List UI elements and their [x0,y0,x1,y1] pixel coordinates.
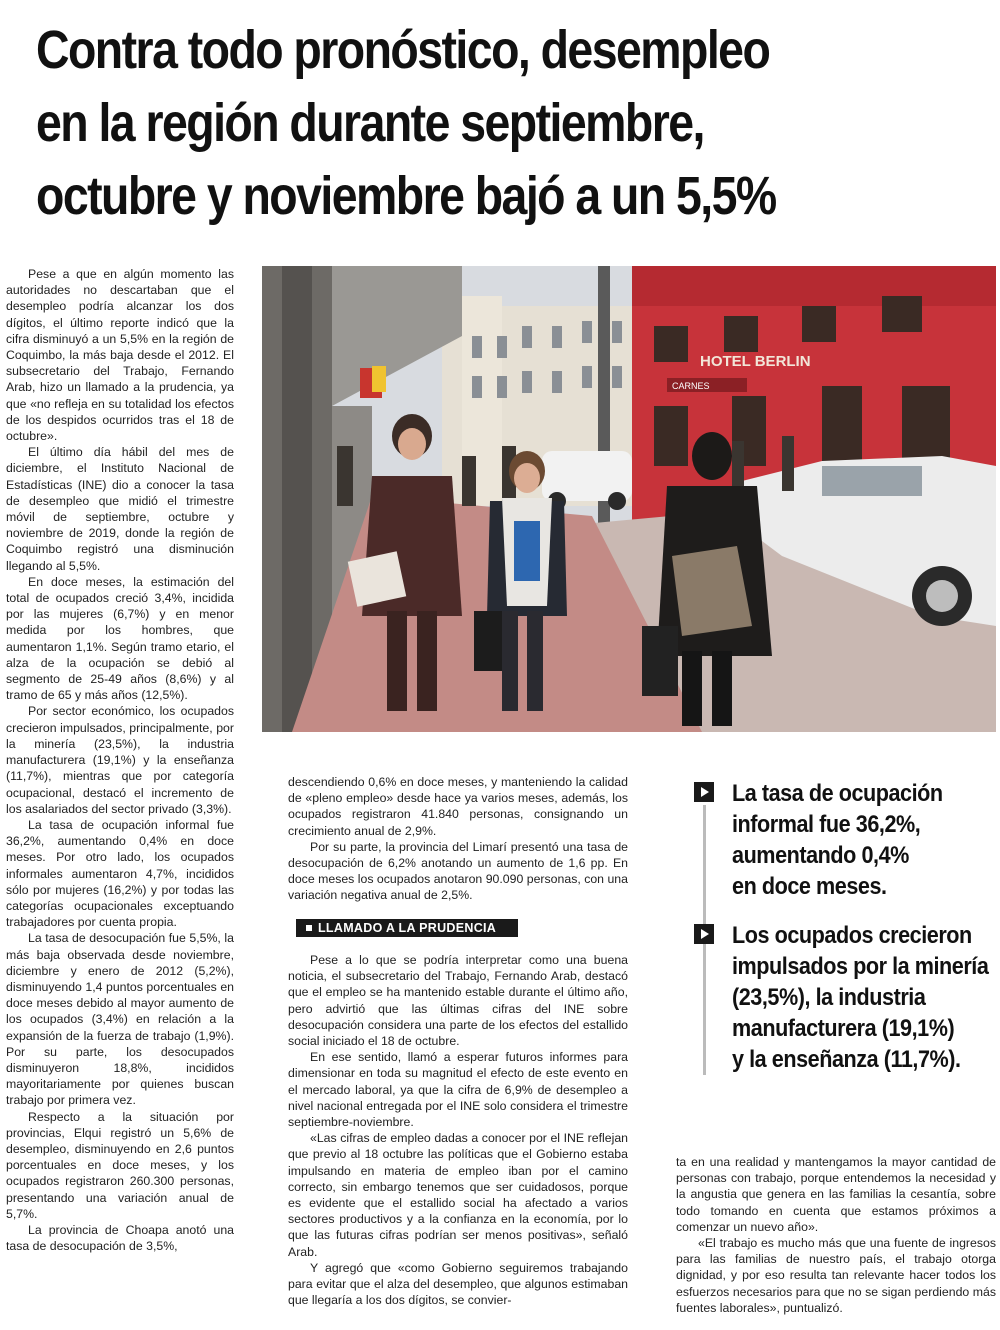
paragraph: Y agregó que «como Gobierno seguiremos trabajando para evitar que el alza del desempleo, que algunos estimaban que llegaría a los dos dígitos, se convier- [288,1260,628,1308]
article-column-2-bottom [288,952,628,1308]
hotel-sign: HOTEL BERLIN [700,353,811,370]
article-column-3 [676,1154,996,1316]
paragraph: En ese sentido, llamó a esperar futuros informes para dimensionar en toda su magnitud el efecto de este evento en el mercado laboral, ya que la cifra de 6,9% de desempleo a nivel nacional entregada por el INE solo considera el trimestre septiembre-noviembre. [288,1050,628,1130]
paragraph: Por su parte, la provincia del Limarí presentó una tasa de desocupación de 6,2% anotando un aumento de 1,6 pp. En doce meses los ocupados anotaron 90.090 personas, con una variación negativa anual de 2,5%. [288,839,628,903]
paragraph: La tasa de desocupación fue 5,5%, la más baja observada desde noviembre, diciembre y enero de 2012 (5,2%), disminuyendo 1,4 puntos porcentuales en doce meses debido al mayor aumento de los ocupados (3,4%) en relación a la expansión de la fuerza de trabajo (1,9%). Por su parte, los desocupados disminuyeron 18,8%, incididos mayoritariamente por quienes buscan trabajo por primera vez. [6,931,234,1108]
article-column-2-top [288,774,628,904]
paragraph: ta en una realidad y mantengamos la mayor cantidad de personas con trabajo, porque entendemos la necesidad y la angustia que genera en las familias la cesantía, sobre todo tomando en cuenta que estamos próximos a comenzar un nuevo año». [676,1155,996,1234]
paragraph: Pese a que en algún momento las autoridades no descartaban que el desempleo podría alcanzar los dos dígitos, el último reporte indicó que la cifra disminuyó a un 5,5% en la región de Coquimbo, la más baja desde el 2012. El subsecretario del Trabajo, Fernando Arab, hizo un llamado a la prudencia, ya que «no refleja en su totalidad los efectos de los despidos ocurridos tras el 18 de octubre». [6,267,234,444]
headline-line: octubre y noviembre bajó a un 5,5% [36,166,776,226]
paragraph: El último día hábil del mes de diciembre, el Instituto Nacional de Estadísticas (INE) dio a conocer la tasa de desempleo que midió el trimestre móvil de septiembre, octubre y noviembre de 2019, donde la región de Coquimbo registró una disminución llegando al 5,5%. [6,445,234,573]
paragraph: Respecto a la situación por provincias, Elqui registró un 5,6% de desempleo, disminuyendo en 2,6 puntos porcentuales en doce meses, y los ocupados registraron 260.300 personas, presentando una variación anual de 5,7%. [6,1109,234,1221]
carnes-sign: CARNES [672,381,710,391]
street-photo [262,266,996,732]
paragraph: La provincia de Choapa anotó una tasa de desocupación de 3,5%, [6,1222,234,1254]
arrow-icon [694,782,714,802]
paragraph: Por sector económico, los ocupados crecieron impulsados, principalmente, por la minería (23,5%), la industria manufacturera (19,1%) y la enseñanza (11,7%), mientras que por categoría ocupacional, destacó el incremento de los asalariados del sector privado (3,3%). [6,704,234,816]
headline [36,14,853,233]
section-heading: LLAMADO A LA PRUDENCIA [296,919,518,937]
article-column-1 [6,266,234,1254]
square-bullet-icon [306,925,312,931]
paragraph: descendiendo 0,6% en doce meses, y manteniendo la calidad de «pleno empleo» desde hace ya varios meses, además, los ocupados registraron 41.840 personas, consignando un crecimiento anual de 2,9%. [288,775,628,838]
arrow-icon [694,924,714,944]
paragraph: «Las cifras de empleo dadas a conocer por el INE reflejan que previo al 18 octubre las políticas que el Gobierno estaba impulsando en materia de empleo iban por el camino correcto, sin embargo tenemos que ser cuidadosos, porque es evidente que el estallido social ha afectado a varios sectores productivos y a la confianza en la economía, por lo que las futuras cifras podrían ser menos positivas», señaló Arab. [288,1131,628,1259]
paragraph: En doce meses, la estimación del total de ocupados creció 3,4%, incidida por las mujeres (6,7%) y en menor medida por los hombres, que aumentaron 1,1%. Según tramo etario, el alza de la ocupación se debió al segmento de 25-49 años (8,6%) y al tramo de 65 y más años (12,5%). [6,574,234,703]
headline-line: Contra todo pronóstico, desempleo [36,20,770,80]
headline-line: en la región durante septiembre, [36,93,704,153]
paragraph: La tasa de ocupación informal fue 36,2%, aumentando 0,4% en doce meses. Por otro lado, los ocupados informales aumentaron 4,7%, incididos sólo por mujeres (16,2%) y por todas las categorías ocupacionales exceptuando trabajadores por cuenta propia. [6,817,234,930]
paragraph: «El trabajo es mucho más que una fuente de ingresos para las familias de nuestro país, el trabajo otorga dignidad, y por eso resulta tan relevante hacer todos los esfuerzos necesarios para que no se sigan perdiendo más fuentes laborales», puntualizó. [676,1236,996,1315]
paragraph: Pese a lo que se podría interpretar como una buena noticia, el subsecretario del Trabajo, Fernando Arab, destacó que el empleo se ha mantenido estable durante el último año, pero advirtió que las últimas cifras del INE sobre desocupación considera una parte de los efectos del estallido social iniciado el 18 de octubre. [288,953,628,1049]
